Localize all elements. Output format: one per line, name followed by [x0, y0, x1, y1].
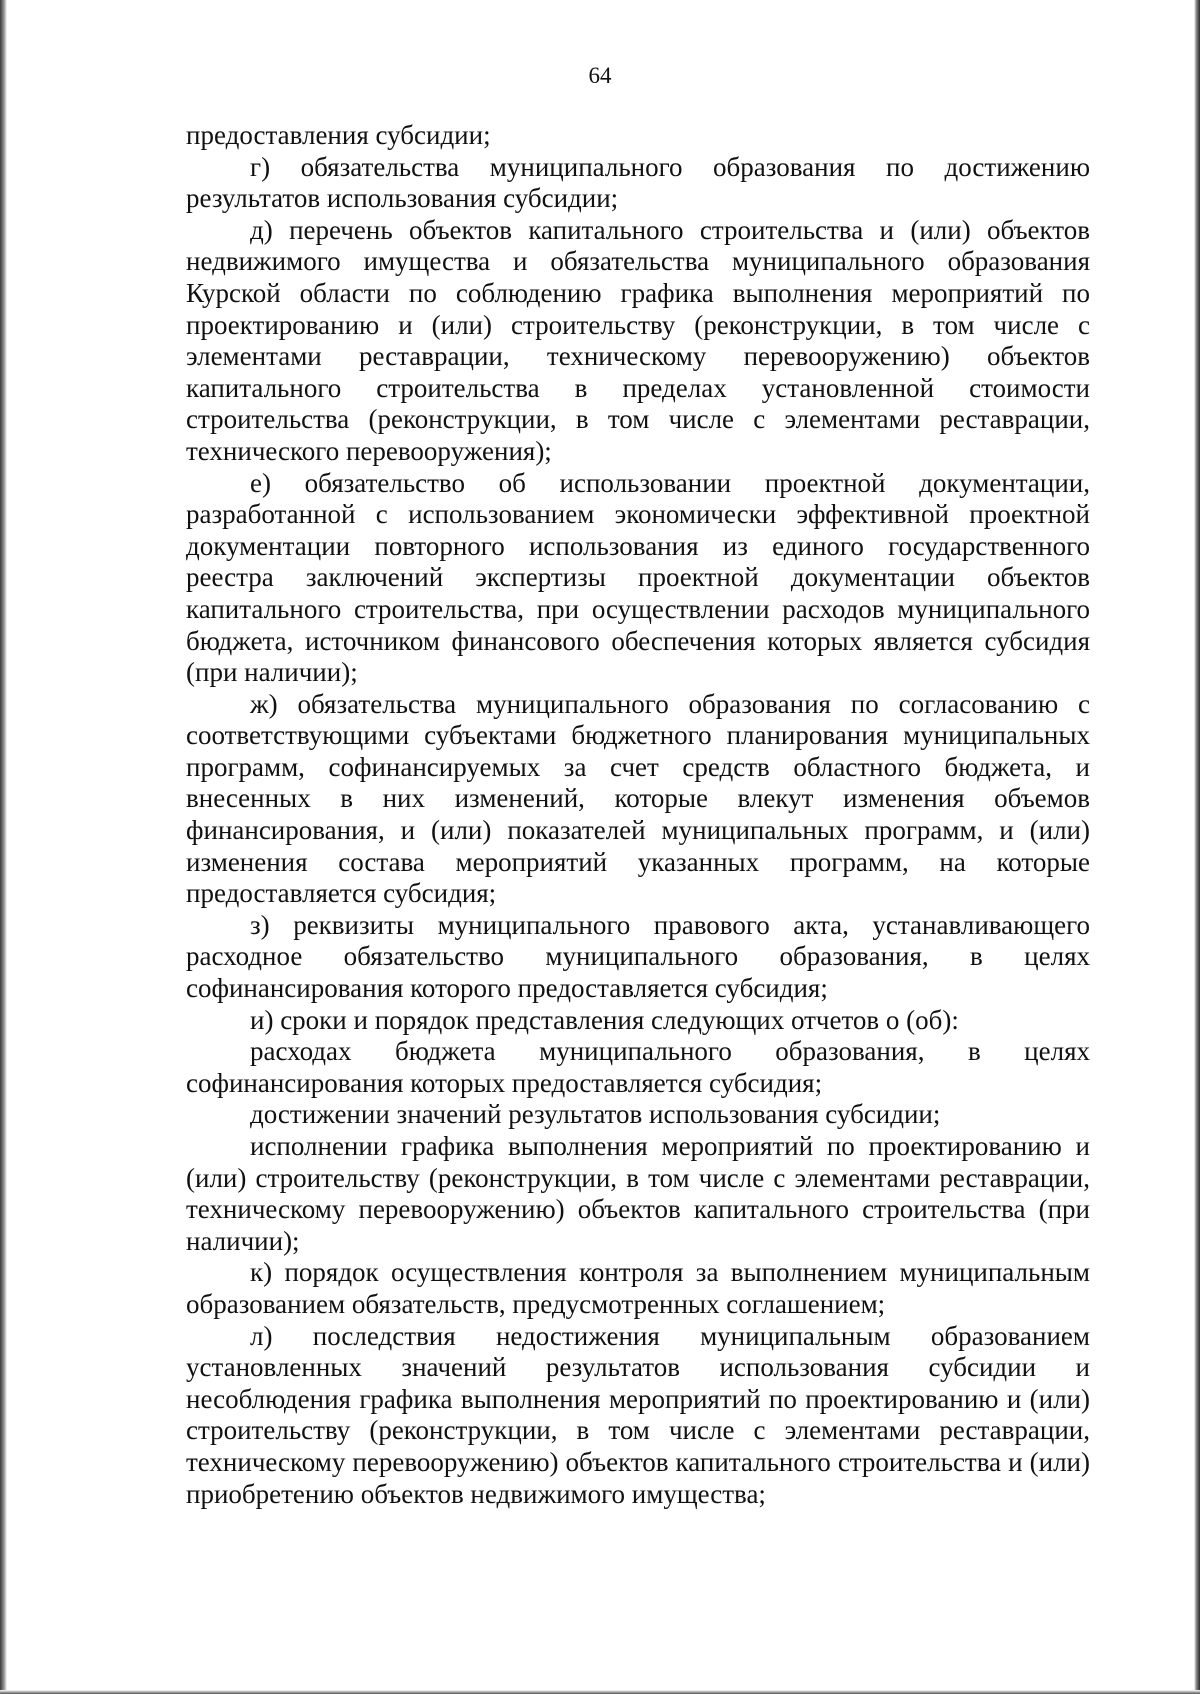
paragraph-item-zh: ж) обязательства муниципального образования по согласованию с соответствующими субъектами бюджетного планирования муниципальных программ, софинансируемых за счет средств областного бюджета, и внесенных в них изменений, которые влекут изменения объемов финансирования, и (или) показателей муниципальных программ, и (или) изменения состава мероприятий указанных программ, на которые предоставляется субсидия;: [186, 688, 1090, 909]
paragraph-item-z: з) реквизиты муниципального правового акта, устанавливающего расходное обязательство муниципального образования, в целях софинансирования которого предоставляется субсидия;: [186, 909, 1090, 1004]
scan-edge-bottom: [0, 1690, 1200, 1694]
paragraph-item-i: и) сроки и порядок представления следующих отчетов о (об):: [250, 1004, 959, 1035]
paragraph-report-results: достижении значений результатов использования субсидии;: [250, 1099, 941, 1130]
paragraph-continuation: предоставления субсидии;: [186, 120, 491, 150]
scan-edge-left: [0, 0, 7, 1694]
paragraph-item-g: г) обязательства муниципального образования по достижению результатов использования субсидии;: [186, 151, 1090, 214]
document-body: [186, 120, 1090, 1510]
paragraph-report-expenses: расходах бюджета муниципального образования, в целях софинансирования которых предоставляется субсидия;: [186, 1036, 1090, 1098]
paragraph-item-l: л) последствия недостижения муниципальным образованием установленных значений результатов использования субсидии и несоблюдения графика выполнения мероприятий по проектированию и (или) строительству (реконструкции, в том числе с элементами реставрации, техническому перевооружению) объектов капитального строительства и (или) приобретению объектов недвижимого имущества;: [186, 1320, 1090, 1509]
paragraph-item-e: е) обязательство об использовании проектной документации, разработанной с использованием экономически эффективной проектной документации повторного использования из единого государственного реестра заключений экспертизы проектной документации объектов капитального строительства, при осуществлении расходов муниципального бюджета, источником финансового обеспечения которых является субсидия (при наличии);: [186, 467, 1090, 688]
scan-edge-right: [1194, 0, 1200, 1694]
paragraph-item-d: д) перечень объектов капитального строительства и (или) объектов недвижимого имущества и обязательства муниципального образования Курской области по соблюдению графика выполнения мероприятий по проектированию и (или) строительству (реконструкции, в том числе с элементами реставрации, техническому перевооружению) объектов капитального строительства в пределах установленной стоимости строительства (реконструкции, в том числе с элементами реставрации, технического перевооружения);: [186, 214, 1090, 466]
paragraph-item-k: к) порядок осуществления контроля за выполнением муниципальным образованием обязательств, предусмотренных соглашением;: [186, 1257, 1090, 1319]
page-number: 64: [588, 63, 612, 88]
paragraph-report-schedule: исполнении графика выполнения мероприятий по проектированию и (или) строительству (реконструкции, в том числе с элементами реставрации, техническому перевооружению) объектов капитального строительства (при наличии);: [186, 1131, 1090, 1256]
